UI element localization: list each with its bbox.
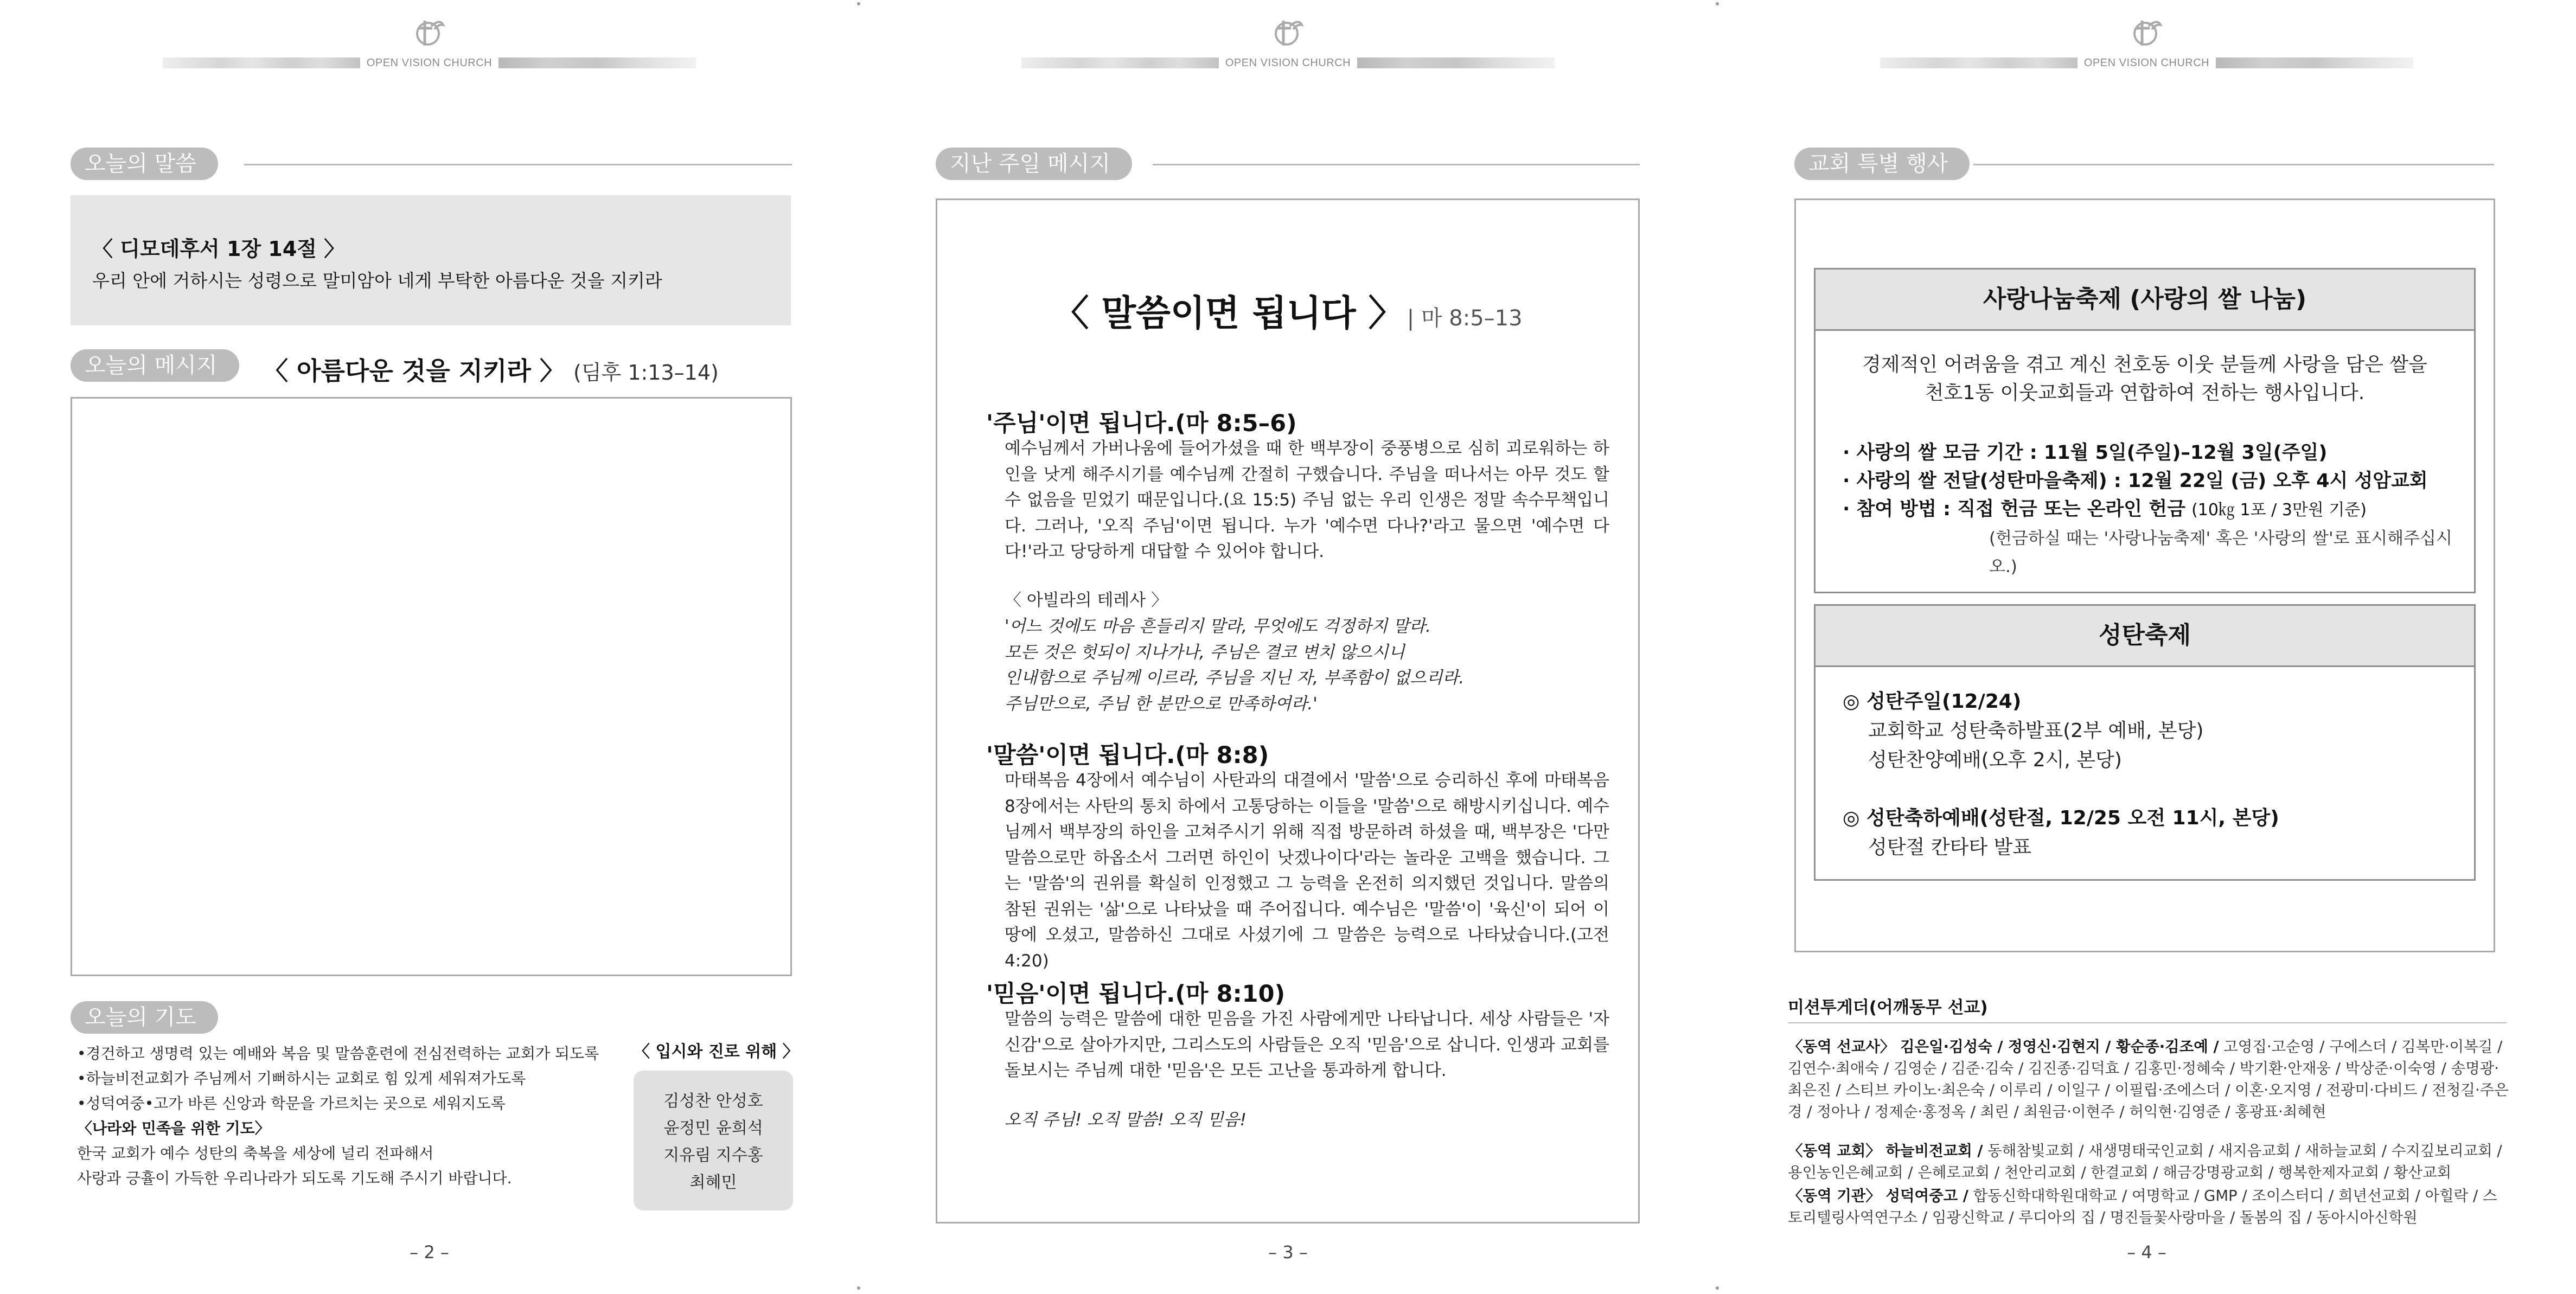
nation-prayer-line: 사랑과 긍휼이 가득한 우리나라가 되도록 기도해 주시기 바랍니다. xyxy=(77,1169,512,1187)
word-section-header xyxy=(71,148,797,180)
section-title: 오늘의 기도 xyxy=(71,1001,218,1034)
sermon-subheading: '말씀'이면 됩니다.(마 8:8) xyxy=(986,742,1269,769)
event-description xyxy=(1816,351,2474,407)
sermon-title xyxy=(937,284,1638,336)
christmas-event xyxy=(1814,604,2476,881)
event-detail: · 사랑의 쌀 모금 기간 : 11월 5일(주일)–12월 3일(주일) xyxy=(1843,442,2328,464)
event-detail: · 참여 방법 : 직접 헌금 또는 온라인 헌금 xyxy=(1843,498,2185,520)
exam-prayer-names xyxy=(634,1071,793,1210)
poem-line: 주님만으로, 주님 한 분만으로 만족하여라.' xyxy=(1005,694,1318,714)
event-unit-note: (10㎏ 1포 / 3만원 기준) xyxy=(2191,501,2367,520)
verse-text: 우리 안에 거하시는 성령으로 말미암아 네게 부탁한 아름다운 것을 지키라 xyxy=(92,270,662,291)
sermon-closing: 오직 주님! 오직 말씀! 오직 믿음! xyxy=(1005,1110,1247,1130)
events-frame xyxy=(1794,198,2495,952)
event-line: 성탄찬양예배(오후 2시, 본당) xyxy=(1868,749,2122,771)
event-line: 교회학교 성탄축하발표(2부 예배, 본당) xyxy=(1868,720,2204,742)
prayer-section-header xyxy=(71,1001,298,1034)
crop-mark xyxy=(1716,1286,1719,1290)
name-row: 지유림 지수홍 xyxy=(663,1146,763,1165)
event-desc-line: 경제적인 어려움을 겪고 계신 천호동 이웃 분들께 사랑을 담은 쌀을 xyxy=(1862,354,2427,376)
event-desc-line: 천호1동 이웃교회들과 연합하여 전하는 행사입니다. xyxy=(1925,382,2365,404)
crop-mark xyxy=(857,2,860,5)
page-header xyxy=(0,15,859,75)
event-subheading: ◎ 성탄축하예배(성탄절, 12/25 오전 11시, 본당) xyxy=(1843,807,2279,829)
sermon-subheading: '주님'이면 됩니다.(마 8:5–6) xyxy=(986,410,1297,437)
crop-mark xyxy=(857,1286,860,1290)
page-header xyxy=(859,15,1717,75)
name-row: 김성찬 안성호 xyxy=(663,1092,763,1111)
mission-group-churches xyxy=(1788,1140,2509,1183)
name-row: 최혜민 xyxy=(689,1173,737,1192)
sermon-ref: | 마 8:5–13 xyxy=(1407,306,1523,331)
message-heading: 〈 아름다운 것을 지키라 〉 xyxy=(263,356,565,386)
event-details xyxy=(1843,439,2466,581)
christmas-sunday xyxy=(1843,687,2466,775)
christmas-day xyxy=(1843,804,2466,862)
message-ref: (딤후 1:13–14) xyxy=(573,361,719,385)
page-4 xyxy=(1717,0,2576,1294)
prayer-item: •성덕여중•고가 바른 신앙과 학문을 가르치는 곳으로 세워지도록 xyxy=(77,1094,506,1112)
verse-reference: 〈 디모데후서 1장 14절 〉 xyxy=(92,237,345,261)
sermon-paragraph: 말씀의 능력은 말씀에 대한 믿음을 가진 사람에게만 나타납니다. 세상 사람들은 '자신감'으로 살아가지만, 그리스도의 사람들은 오직 '믿음'으로 삽니다. 인생과 교회를 돌보시는 주님께 대한 '믿음'은 모든 고난을 통과하게 합니다. xyxy=(1005,1009,1609,1080)
poem-line: '어느 것에도 마음 흔들리지 말라, 무엇에도 걱정하지 말라. xyxy=(1005,617,1431,636)
poem-line: 모든 것은 헛되이 지나가나, 주님은 결코 변치 않으시니 xyxy=(1005,642,1405,662)
mission-group-missionaries xyxy=(1788,1036,2509,1123)
message-section-header xyxy=(71,349,255,382)
sermon-title-text: 〈 말씀이면 됩니다 〉 xyxy=(1053,292,1404,334)
poem-line: 인내함으로 주님께 이르라, 주님을 지닌 자, 부족함이 없으리라. xyxy=(1005,668,1465,688)
exam-prayer-box xyxy=(634,1040,799,1210)
prayer-item: •경건하고 생명력 있는 예배와 복음 및 말씀훈련에 전심전력하는 교회가 되도록 xyxy=(77,1045,599,1062)
section-title: 교회 특별 행사 xyxy=(1794,148,1970,180)
mission-group-text: 동해참빛교회 / 새생명태국인교회 / 새지음교회 / 새하늘교회 / 수지깊보리교회 / 용인농인은혜교회 / 은혜로교회 / 천안리교회 / 한결교회 / 해금강명광교회 / 행복한제자교회 / 황산교회 xyxy=(1788,1142,2502,1181)
divider xyxy=(1788,1022,2507,1023)
exam-prayer-heading: 〈 입시와 진로 위해 〉 xyxy=(634,1042,799,1061)
mission-group-head: 〈동역 교회〉 하늘비전교회 / xyxy=(1788,1142,1983,1160)
message-content-box xyxy=(71,397,792,976)
crop-mark xyxy=(1716,2,1719,5)
section-title: 오늘의 말씀 xyxy=(71,148,218,180)
sermon-paragraph: 마태복음 4장에서 예수님이 사탄과의 대결에서 '말씀'으로 승리하신 후에 마태복음 8장에서는 사탄의 통치 하에서 고통당하는 이들을 '말씀'으로 해방시키십니다. 예수님께서 백부장의 하인을 고쳐주시기 위해 직접 방문하려 하셨을 때, 백부장은 '다만 말씀으로만 하옵소서 그러면 하인이 낫겠나이다'라는 놀라운 고백을 했습니다. 그는 '말씀'의 권위를 확실히 인정했고 그 능력을 온전히 의지했던 것입니다. 말씀의 참된 권위는 '삶'으로 나타났을 때 주어집니다. 예수님은 '말씀'이 '육신'이 되어 이 땅에 오셨고, 말씀하신 그대로 사셨기에 그 말씀은 능력으로 나타났습니다.(고전 4:20) xyxy=(1005,771,1609,971)
section-title: 오늘의 메시지 xyxy=(71,349,239,382)
special-events-section-header xyxy=(1794,148,2500,180)
poem-heading: 〈 아빌라의 테레사 〉 xyxy=(1005,591,1168,610)
last-sermon-section-header xyxy=(936,148,1641,180)
rice-sharing-event xyxy=(1814,268,2476,593)
event-title: 성탄축제 xyxy=(1816,606,2474,667)
page-number: – 3 – xyxy=(1268,1242,1308,1263)
nation-prayer-line: 한국 교회가 예수 성탄의 축복을 세상에 널리 전파해서 xyxy=(77,1144,434,1162)
verse-box xyxy=(71,195,791,325)
prayer-item: •하늘비전교회가 주님께서 기뻐하시는 교회로 힘 있게 세워져가도록 xyxy=(77,1069,526,1087)
event-note: (헌금하실 때는 '사랑나눔축제' 혹은 '사랑의 쌀'로 표시해주십시오.) xyxy=(1989,529,2452,576)
page-number: – 2 – xyxy=(410,1242,449,1263)
mission-title: 미션투게더(어깨동무 선교) xyxy=(1788,998,1988,1017)
nation-prayer-heading: 〈나라와 민족을 위한 기도〉 xyxy=(77,1119,270,1137)
event-detail: · 사랑의 쌀 전달(성탄마을축제) : 12월 22일 (금) 오후 4시 성암교회 xyxy=(1843,470,2428,492)
message-title xyxy=(263,351,719,387)
mission-group-institutions xyxy=(1788,1185,2509,1228)
mission-group-head: 〈동역 기관〉 성덕여중고 / xyxy=(1788,1187,1968,1205)
page-2 xyxy=(0,0,859,1294)
page-3 xyxy=(859,0,1717,1294)
event-subheading: ◎ 성탄주일(12/24) xyxy=(1843,690,2022,713)
sermon-subheading: '믿음'이면 됩니다.(마 8:10) xyxy=(986,981,1286,1008)
mission-group-head: 〈동역 선교사〉 김은일·김성숙 / 정영신·김현지 / 황순종·김조예 / xyxy=(1788,1038,2219,1055)
page-header xyxy=(1717,15,2576,75)
church-logo-icon xyxy=(1271,15,1305,49)
event-line: 성탄절 칸타타 발표 xyxy=(1868,836,2032,859)
church-name: OPEN VISION CHURCH xyxy=(1225,56,1351,69)
name-row: 윤정민 윤희석 xyxy=(663,1119,763,1138)
prayer-list xyxy=(77,1041,619,1191)
church-name: OPEN VISION CHURCH xyxy=(2083,56,2210,69)
sermon-frame xyxy=(936,198,1640,1223)
mission-group-text: 고영집·고순영 / 구에스더 / 김복만·이복길 / 김연수·최애숙 / 김영순 / 김준·김숙 / 김진종·김덕효 / 김홍민·정혜숙 / 박기환·안재웅 / 박상준·이숙영 / 송명광·최은진 / 스티브 카이노·최은숙 / 이루리 / 이일구 / 이필립·조에스더 / 이혼·오지영 / 전광미·다비드 / 전청길·주은경 / 정아나 / 정제순·홍정옥 / 최린 / 최원금·이현주 / 허익현·김영준 / 홍광표·최혜현 xyxy=(1788,1038,2509,1120)
page-number: – 4 – xyxy=(2127,1242,2166,1263)
sermon-paragraph: 예수님께서 가버나움에 들어가셨을 때 한 백부장이 중풍병으로 심히 괴로워하는 하인을 낫게 해주시기를 예수님께 간절히 구했습니다. 주님을 떠나서는 아무 것도 할 수 없음을 믿었기 때문입니다.(요 15:5) 주님 없는 우리 인생은 정말 속수무책입니다. 그러나, '오직 주님'이면 됩니다. 누가 '예수면 다나?'라고 물으면 '예수면 다다!'라고 당당하게 대답할 수 있어야 합니다. xyxy=(1005,439,1609,561)
section-title: 지난 주일 메시지 xyxy=(936,148,1132,180)
event-title: 사랑나눔축제 (사랑의 쌀 나눔) xyxy=(1816,270,2474,331)
mission-group-text: 합동신학대학원대학교 / 여명학교 / GMP / 조이스터디 / 희년선교회 / 아힐락 / 스토리텔링사역연구소 / 임광신학교 / 루디아의 집 / 명진들꽃사랑마을 / 돌봄의 집 / 동아시아신학원 xyxy=(1788,1187,2497,1226)
church-logo-icon xyxy=(413,15,446,49)
church-logo-icon xyxy=(2130,15,2164,49)
church-name: OPEN VISION CHURCH xyxy=(366,56,493,69)
poem xyxy=(1005,614,1609,717)
